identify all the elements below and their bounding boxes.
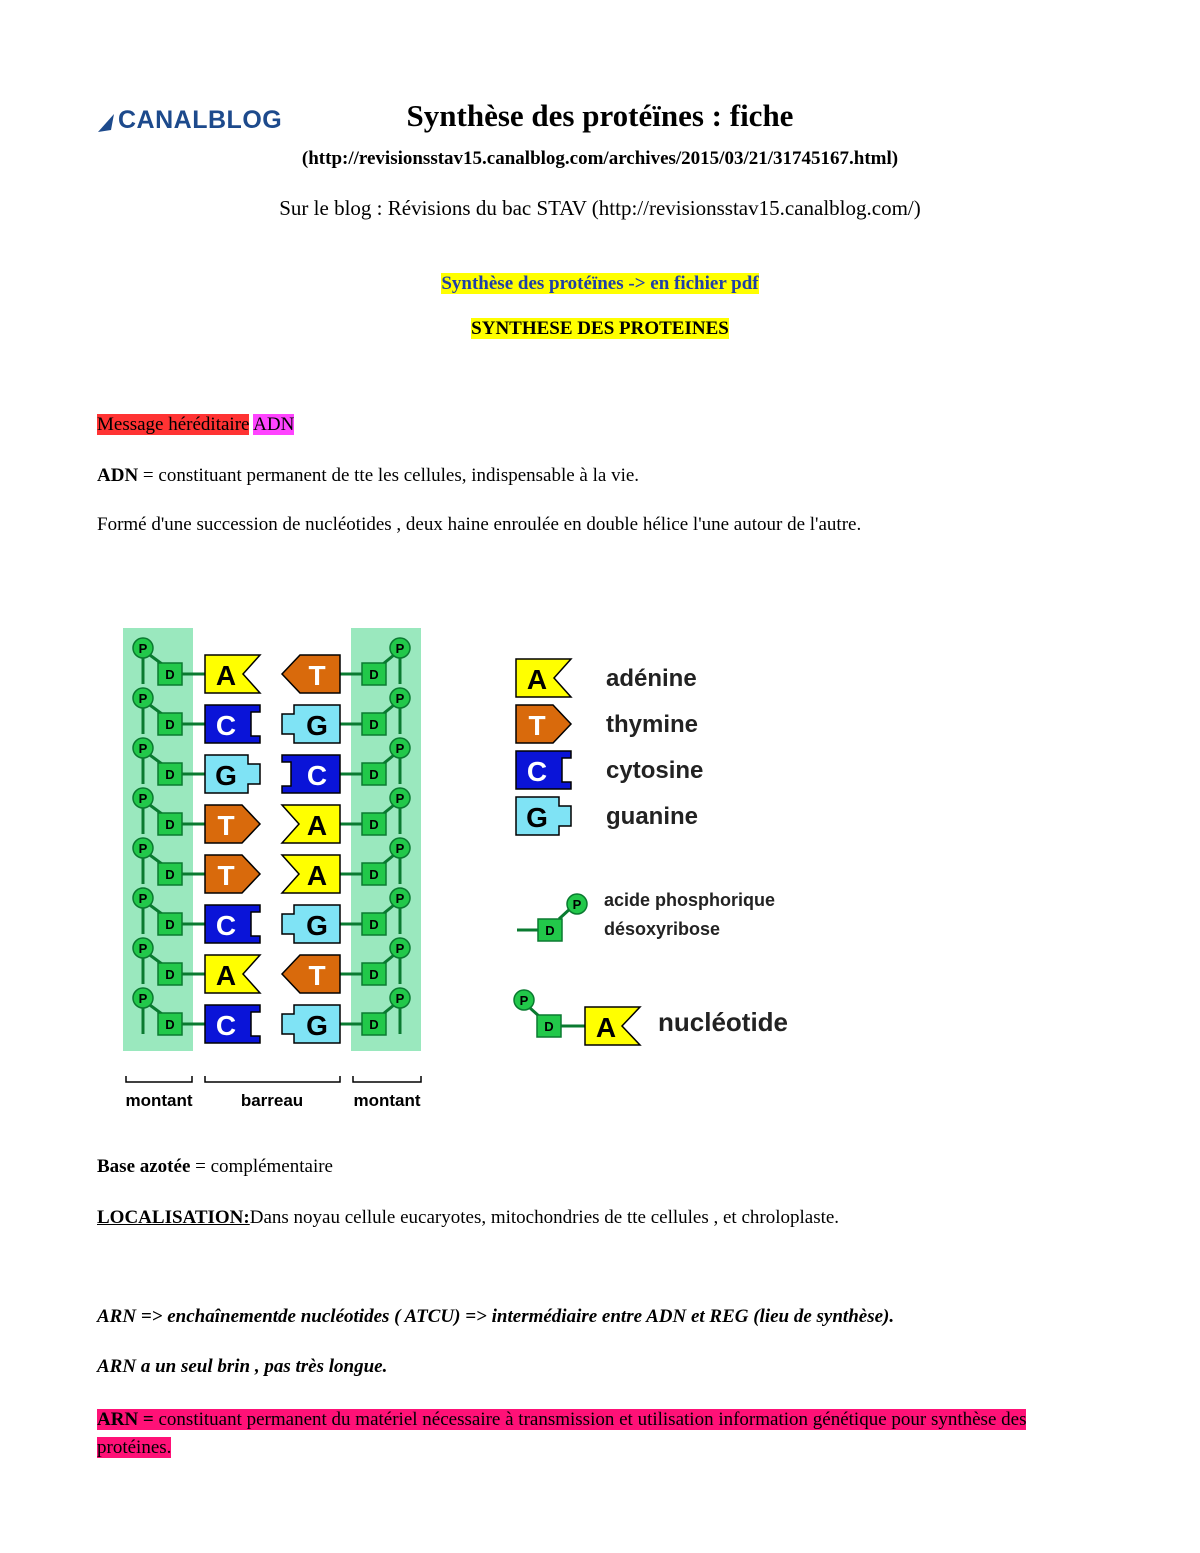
section-title-text: SYNTHESE DES PROTEINES — [471, 318, 729, 339]
strand-backgrounds — [123, 628, 421, 1051]
bottom-brackets — [126, 1076, 421, 1082]
legend-phosphate-letter: P — [572, 897, 582, 912]
arn3-label: ARN = — [97, 1409, 154, 1430]
sugar-left-letter-4: D — [165, 817, 175, 832]
phosphate-left-letter-8: P — [138, 991, 148, 1006]
heredit-label: Message héréditaire — [97, 414, 250, 435]
legend-base-letter-t: T — [528, 710, 546, 741]
base-left-letter-4: T — [217, 810, 235, 841]
right-strand-bg — [351, 628, 421, 1051]
base-right-letter-4: A — [306, 810, 328, 841]
nucleotide-legend — [514, 990, 788, 1045]
pdf-link[interactable] — [0, 273, 1200, 295]
phosphate-left-letter-1: P — [138, 641, 148, 656]
adn-definition — [97, 465, 639, 487]
base-left-letter-6: C — [215, 910, 237, 941]
phosphate-right-letter-4: P — [395, 791, 405, 806]
base-bold: Base azotée — [97, 1156, 191, 1177]
sugar-right-letter-3: D — [369, 767, 379, 782]
legend-label-a: adénine — [606, 665, 697, 692]
sugar-left-letter-3: D — [165, 767, 175, 782]
sugar-right-letter-6: D — [369, 917, 379, 932]
sugar-right-letter-4: D — [369, 817, 379, 832]
base-right-letter-1: T — [308, 660, 326, 691]
nucleotide-sugar-letter: D — [544, 1019, 554, 1034]
legend-sugar-letter: D — [545, 923, 555, 938]
phosphate-left-letter-3: P — [138, 741, 148, 756]
phosphate-right-letter-2: P — [395, 691, 405, 706]
heredit-adn: ADN — [253, 414, 295, 435]
legend-item-a — [516, 659, 697, 697]
page-title: Synthèse des protéïnes : fiche — [406, 98, 794, 133]
base-azotee — [97, 1156, 333, 1178]
phosphate-left-letter-2: P — [138, 691, 148, 706]
source-url[interactable]: (http://revisionsstav15.canalblog.com/archives/2015/03/21/31745167.html) — [301, 148, 899, 169]
phosphate-right-letter-8: P — [395, 991, 405, 1006]
legend-base-letter-c: C — [526, 756, 548, 787]
phosphate-left-letter-5: P — [138, 841, 148, 856]
base-right-letter-2: G — [306, 710, 328, 741]
phosphate-left-letter-4: P — [138, 791, 148, 806]
phosphate-left-letter-6: P — [138, 891, 148, 906]
base-left-letter-5: T — [217, 860, 235, 891]
legend-label-t: thymine — [606, 711, 699, 738]
base-right-letter-3: C — [306, 760, 328, 791]
sugar-left-letter-2: D — [165, 717, 175, 732]
left-strand-bg — [123, 628, 193, 1051]
nucleotide-label: nucléotide — [658, 1007, 789, 1037]
adn-rest: = constituant permanent de tte les cellules, indispensable à la vie. — [138, 465, 640, 486]
adn-bold: ADN — [97, 465, 139, 486]
base-right-letter-7: T — [308, 960, 326, 991]
sugar-right-letter-5: D — [369, 867, 379, 882]
base-left-letter-3: G — [215, 760, 237, 791]
dna-diagram — [110, 615, 830, 1115]
blog-line[interactable]: Sur le blog : Révisions du bac STAV (http://revisionsstav15.canalblog.com/) — [279, 196, 921, 220]
label-montant-left: montant — [125, 1091, 193, 1110]
sugar-left-letter-1: D — [165, 667, 175, 682]
label-montant-right: montant — [353, 1091, 421, 1110]
phosphate-left-letter-7: P — [138, 941, 148, 956]
base-right-letter-6: G — [306, 910, 328, 941]
local-rest: Dans noyau cellule eucaryotes, mitochondries de tte cellules , et chroloplaste. — [249, 1207, 840, 1228]
sugar-left-letter-5: D — [165, 867, 175, 882]
localisation-line — [97, 1207, 839, 1229]
phosphate-right-letter-1: P — [395, 641, 405, 656]
label-barreau: barreau — [240, 1091, 304, 1110]
legend-label-g: guanine — [606, 803, 699, 830]
base-right-letter-8: G — [306, 1010, 328, 1041]
sugar-right-letter-2: D — [369, 717, 379, 732]
base-left-letter-2: C — [215, 710, 237, 741]
base-left-letter-8: C — [215, 1010, 237, 1041]
phosphate-sugar-legend — [517, 890, 775, 941]
nucleotide-base-letter: A — [595, 1012, 617, 1043]
legend — [516, 659, 703, 835]
sugar-right-letter-1: D — [369, 667, 379, 682]
arn3-rest: constituant permanent du matériel nécessaire à transmission et utilisation information génétique pour synthèse des protéines. — [97, 1409, 1027, 1458]
section-title — [0, 318, 1200, 340]
base-left-letter-1: A — [215, 660, 237, 691]
legend-base-letter-g: G — [526, 802, 548, 833]
sugar-left-letter-6: D — [165, 917, 175, 932]
forme-text: Formé d'une succession de nucléotides , deux haine enroulée en double hélice l'une autour de l'autre. — [97, 514, 862, 535]
pdf-link-text[interactable]: Synthèse des protéïnes -> en fichier pdf — [441, 273, 759, 294]
phosphate-right-letter-7: P — [395, 941, 405, 956]
logo-text: CANALBLOG — [118, 106, 283, 134]
legend-base-letter-a: A — [526, 664, 548, 695]
phosphate-right-letter-6: P — [395, 891, 405, 906]
local-label: LOCALISATION: — [97, 1207, 250, 1228]
sugar-right-letter-8: D — [369, 1017, 379, 1032]
arn-line-2: ARN a un seul brin , pas très longue. — [97, 1356, 388, 1377]
legend-item-c — [516, 751, 703, 789]
sugar-right-letter-7: D — [369, 967, 379, 982]
base-right-letter-5: A — [306, 860, 328, 891]
nucleotide-phosphate-letter: P — [519, 993, 529, 1008]
phosphate-right-letter-5: P — [395, 841, 405, 856]
phosphate-right-letter-3: P — [395, 741, 405, 756]
legend-item-g — [516, 797, 698, 835]
sugar-left-letter-7: D — [165, 967, 175, 982]
sugar-label: désoxyribose — [604, 919, 721, 939]
legend-item-t — [516, 705, 698, 743]
sugar-left-letter-8: D — [165, 1017, 175, 1032]
heredit-line — [97, 414, 294, 436]
base-rest: = complémentaire — [190, 1156, 333, 1177]
arn-line-1: ARN => enchaînementde nucléotides ( ATCU) => intermédiaire entre ADN et REG (lieu de synthèse). — [97, 1306, 895, 1327]
arn-line-3 — [97, 1406, 1077, 1462]
legend-label-c: cytosine — [606, 757, 704, 784]
phosphate-label: acide phosphorique — [604, 890, 776, 910]
base-left-letter-7: A — [215, 960, 237, 991]
